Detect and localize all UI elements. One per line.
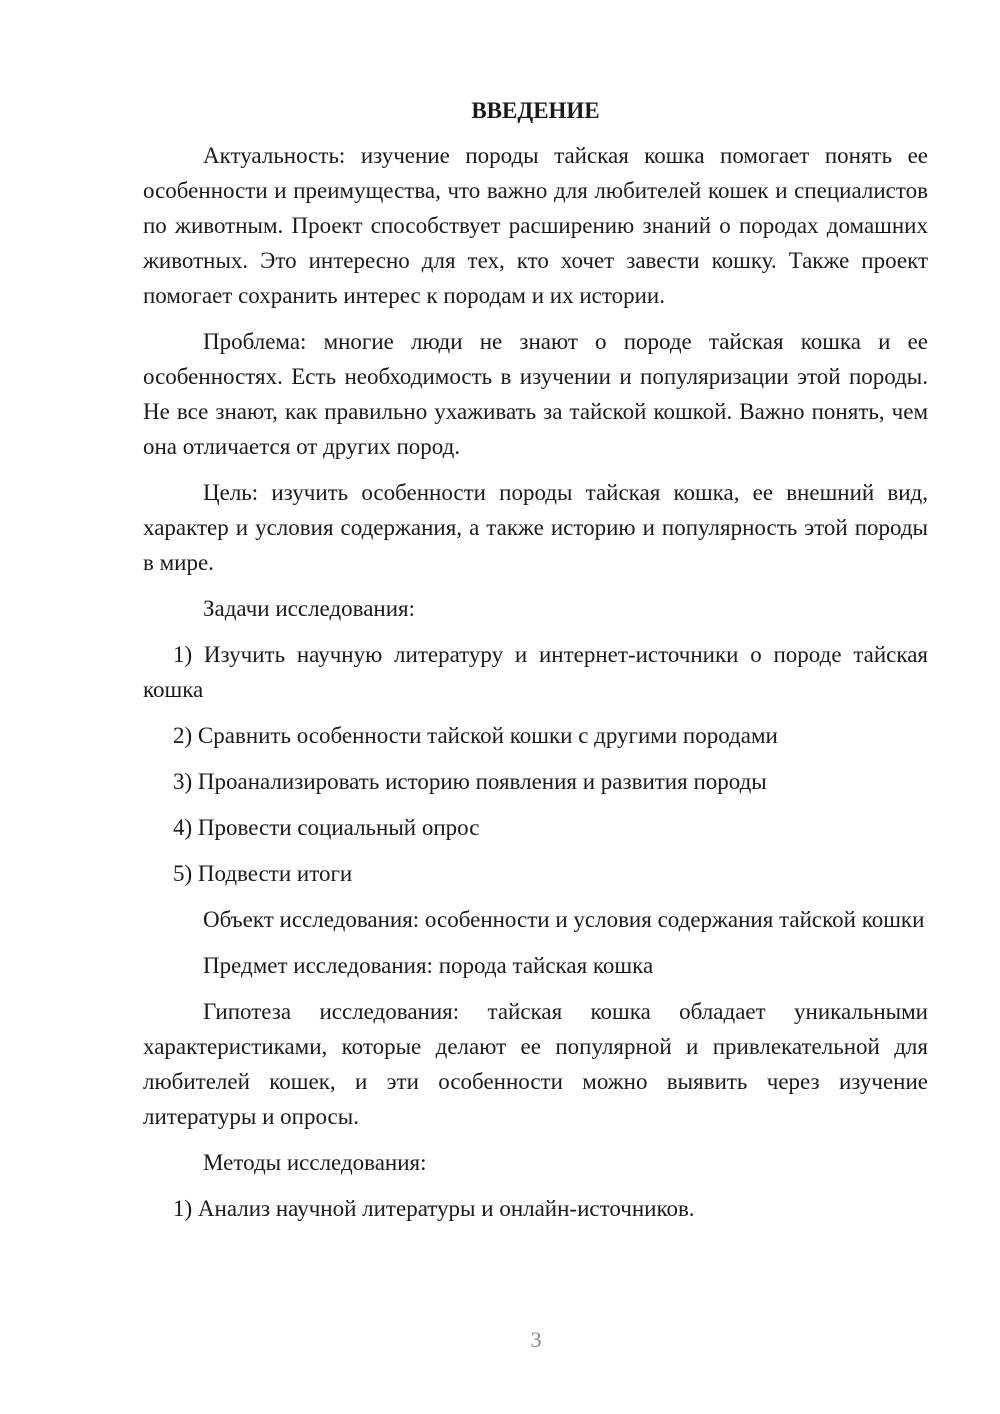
hypothesis-paragraph: Гипотеза исследования: тайская кошка обладает уникальными характеристиками, которые делают ее популярной и привлекательной для любителей кошек, и эти особенности можно выявить через изучение литературы и опросы. (143, 999, 928, 1129)
goal-paragraph: Цель: изучить особенности породы тайская кошка, ее внешний вид, характер и условия содержания, а также историю и популярность этой породы в мире. (143, 480, 928, 575)
page-number: 3 (530, 1327, 542, 1352)
task-item: 5) Подвести итоги (173, 861, 353, 886)
method-item: 1) Анализ научной литературы и онлайн-источников. (173, 1196, 695, 1221)
document-page (143, 96, 928, 1226)
problem-paragraph: Проблема: многие люди не знают о породе тайская кошка и ее особенностях. Есть необходимость в изучении и популяризации этой породы. Не все знают, как правильно ухаживать за тайской кошкой. Важно понять, чем она отличается от других пород. (143, 329, 928, 459)
relevance-paragraph: Актуальность: изучение породы тайская кошка помогает понять ее особенности и преимущества, что важно для любителей кошек и специалистов по животным. Проект способствует расширению знаний о породах домашних животных. Это интересно для тех, кто хочет завести кошку. Также проект помогает сохранить интерес к породам и их истории. (143, 143, 928, 308)
tasks-heading: Задачи исследования: (203, 596, 416, 621)
task-item: 2) Сравнить особенности тайской кошки с другими породами (173, 723, 778, 748)
object-paragraph: Объект исследования: особенности и условия содержания тайской кошки (203, 907, 925, 932)
task-item: 3) Проанализировать историю появления и развития породы (173, 769, 767, 794)
subject-paragraph: Предмет исследования: порода тайская кошка (203, 953, 654, 978)
methods-heading: Методы исследования: (203, 1150, 427, 1175)
section-title: ВВЕДЕНИЕ (471, 98, 600, 123)
task-item: 1) Изучить научную литературу и интернет-источники о породе тайская кошка (143, 642, 928, 702)
task-item: 4) Провести социальный опрос (173, 815, 480, 840)
